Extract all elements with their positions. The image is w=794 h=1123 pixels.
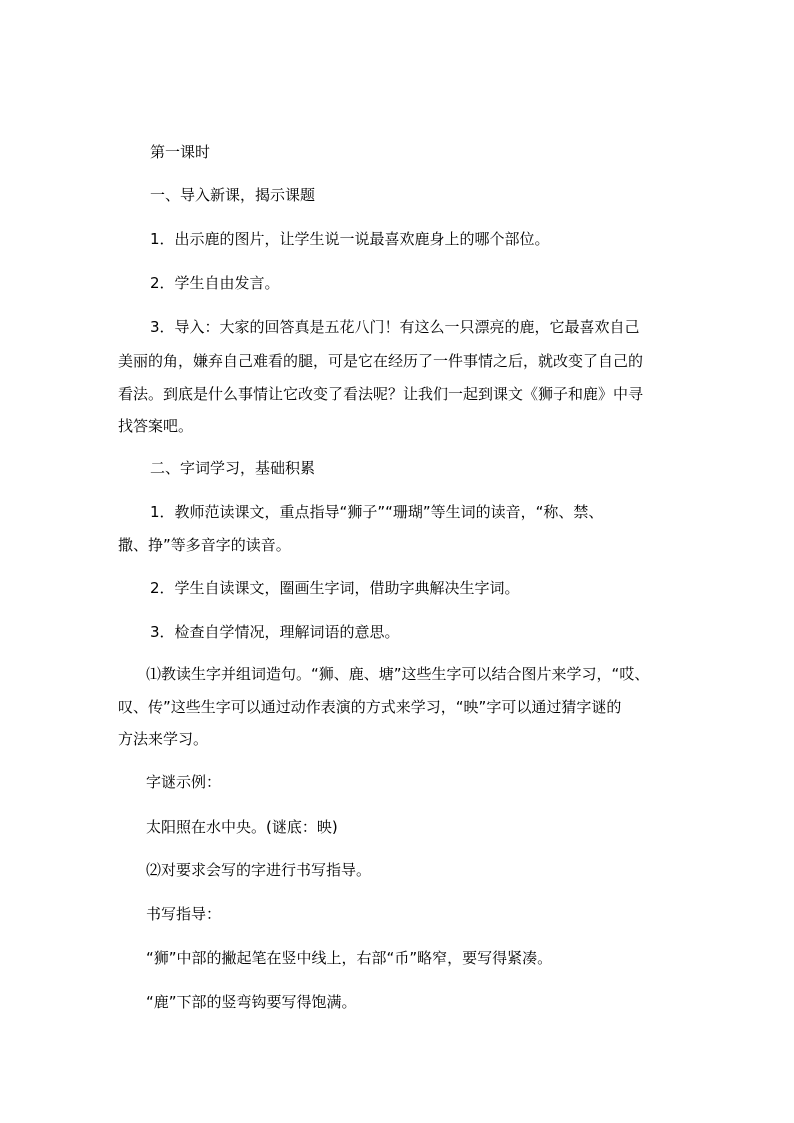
section-1-item-3-line-4: 找答案吧。 <box>118 417 194 435</box>
riddle-label: 字谜示例： <box>146 773 222 791</box>
writing-guide-label: 书写指导： <box>146 905 222 923</box>
section-1-title: 一、导入新课，揭示课题 <box>150 186 316 204</box>
section-1-item-1: 1．出示鹿的图片，让学生说一说最喜欢鹿身上的哪个部位。 <box>150 230 550 248</box>
section-1-item-3-line-1: 3．导入：大家的回答真是五花八门！有这么一只漂亮的鹿，它最喜欢自己 <box>150 318 640 336</box>
section-2-title: 二、字词学习，基础积累 <box>150 459 316 477</box>
sub-item-1-line-2: 叹、传”这些生字可以通过动作表演的方式来学习，“映”字可以通过猜字谜的 <box>118 698 622 716</box>
riddle-example: 太阳照在水中央。(谜底：映) <box>146 818 338 836</box>
section-2-item-1-line-1: 1．教师范读课文，重点指导“狮子”“珊瑚”等生词的读音，“称、禁、 <box>150 503 604 521</box>
sub-item-2: ⑵对要求会写的字进行书写指导。 <box>146 861 372 879</box>
writing-guide-1: “狮”中部的撇起笔在竖中线上，右部“币”略窄，要写得紧凑。 <box>146 949 553 967</box>
sub-item-1-line-1: ⑴教读生字并组词造句。“狮、鹿、塘”这些生字可以结合图片来学习，“哎、 <box>146 665 650 683</box>
section-1-item-2: 2．学生自由发言。 <box>150 274 280 292</box>
section-2-item-2: 2．学生自读课文，圈画生字词，借助字典解决生字词。 <box>150 579 520 597</box>
section-1-item-3-line-3: 看法。到底是什么事情让它改变了看法呢？让我们一起到课文《狮子和鹿》中寻 <box>118 385 644 403</box>
section-2-item-3: 3．检查自学情况，理解词语的意思。 <box>150 623 400 641</box>
sub-item-1-line-3: 方法来学习。 <box>118 730 209 748</box>
writing-guide-2: “鹿”下部的竖弯钩要写得饱满。 <box>146 993 357 1011</box>
section-1-item-3-line-2: 美丽的角，嫌弃自己难看的腿，可是它在经历了一件事情之后，就改变了自己的 <box>118 352 644 370</box>
lesson-heading: 第一课时 <box>150 143 211 161</box>
section-2-item-1-line-2: 撒、挣”等多音字的读音。 <box>118 536 291 554</box>
